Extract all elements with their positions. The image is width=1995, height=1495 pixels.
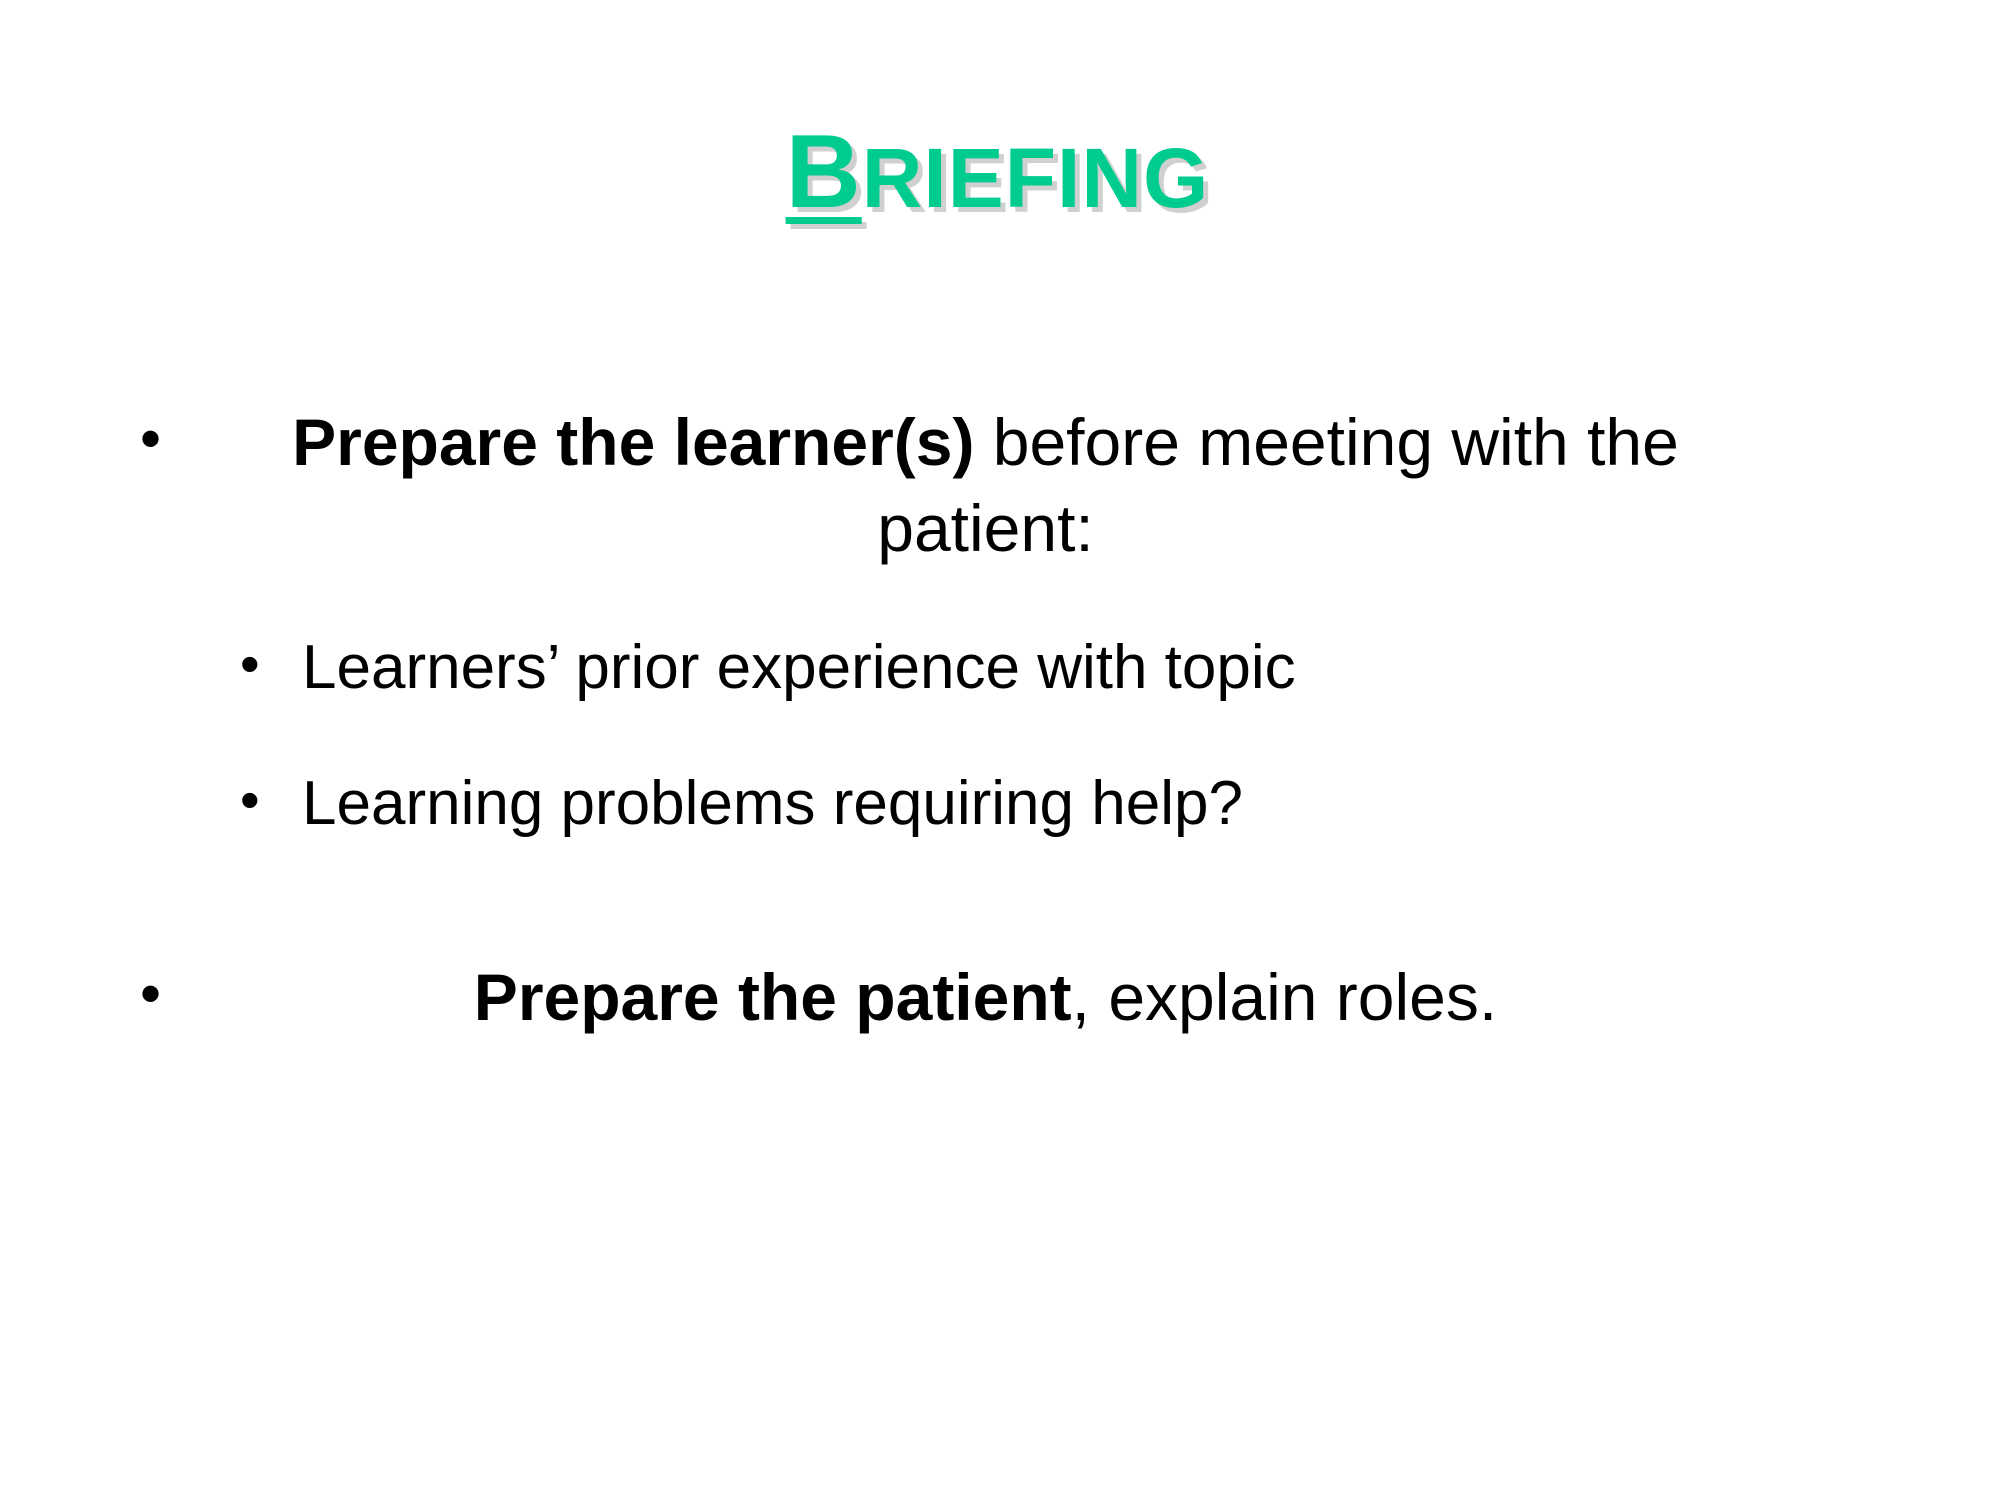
title-remainder: RIEFING [861, 131, 1210, 225]
list-item [0, 628, 1995, 709]
bullet-marker-icon: • [240, 768, 260, 832]
bullet-marker-icon: • [140, 959, 162, 1027]
list-item-plain-text: before meeting with the patient: [877, 405, 1679, 565]
list-item-text [216, 955, 1875, 1041]
list-item [0, 955, 1995, 1041]
bullet-marker-icon: • [240, 631, 260, 695]
spacer [0, 845, 1995, 955]
list-item-text: Learning problems requiring help? [302, 769, 1243, 839]
list-item [0, 764, 1995, 845]
list-item-plain-text: , explain roles. [1071, 959, 1498, 1034]
title-first-letter: B [785, 114, 862, 230]
list-item [0, 400, 1995, 572]
bullet-marker-icon: • [140, 405, 162, 472]
list-item-text: Learners’ prior experience with topic [302, 632, 1296, 702]
list-item-text [216, 400, 1875, 572]
slide-title-container [0, 114, 1995, 230]
list-item-bold-text: Prepare the patient [473, 959, 1072, 1034]
list-item-bold-text: Prepare the learner(s) [292, 405, 975, 479]
slide-body [0, 400, 1995, 1041]
page-title [785, 114, 1210, 230]
